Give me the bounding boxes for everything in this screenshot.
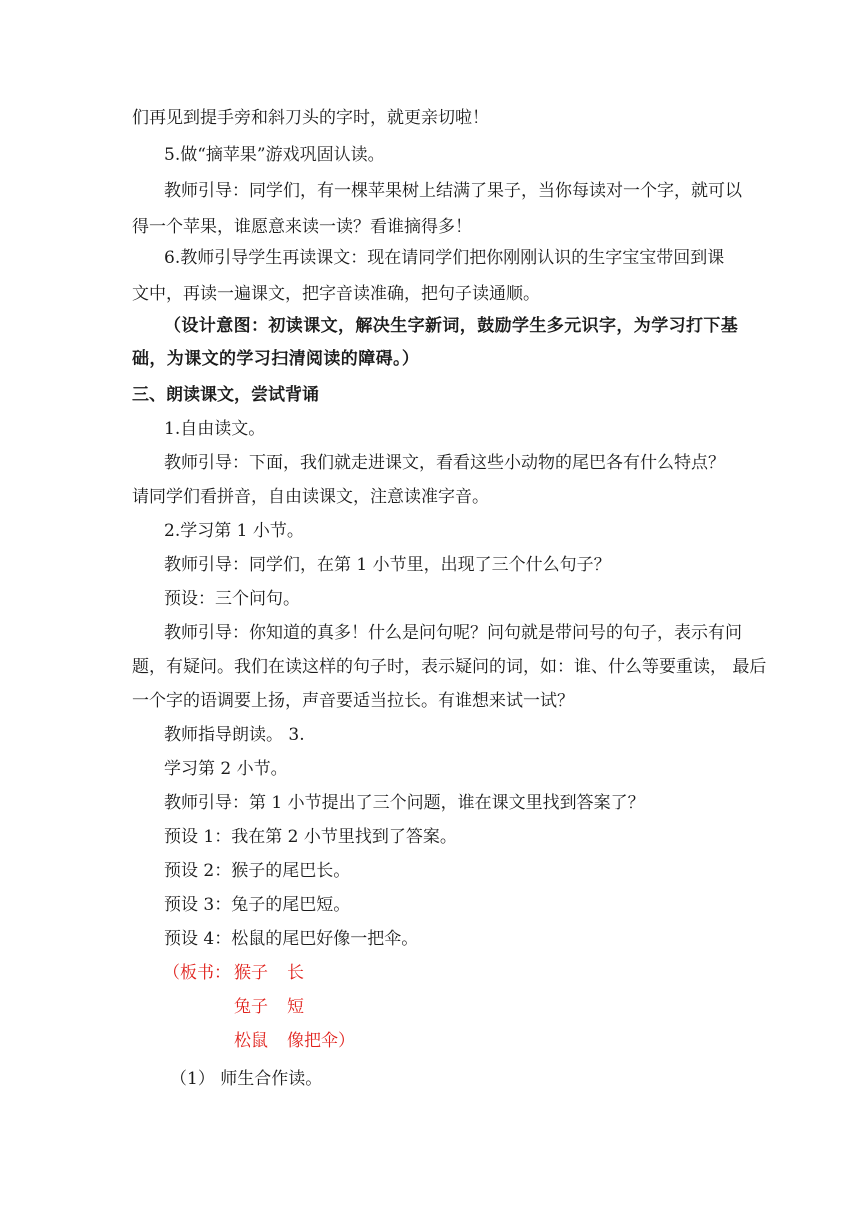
board-trait: 短 (287, 997, 304, 1017)
paragraph-line: 教师引导：同学们，有一棵苹果树上结满了果子，当你每读对一个字，就可以 (164, 181, 742, 201)
paragraph-line: 文中，再读一遍课文，把字音读准确，把句子读通顺。 (132, 284, 540, 304)
paragraph-line: 2.学习第 1 小节。 (164, 521, 304, 541)
paragraph-line: 教师引导：下面，我们就走进课文，看看这些小动物的尾巴各有什么特点？ (164, 453, 725, 473)
design-intent-note: （设计意图：初读课文，解决生字新词，鼓励学生多元识字，为学习打下基 (164, 316, 739, 336)
paragraph-line: 们再见到提手旁和斜刀头的字时，就更亲切啦！ (132, 108, 489, 128)
section-heading: 三、朗读课文，尝试背诵 (132, 385, 319, 405)
paragraph-line: 教师引导：同学们，在第 1 小节里，出现了三个什么句子？ (164, 555, 611, 575)
paragraph-line: 预设 1：我在第 2 小节里找到了答案。 (164, 827, 457, 847)
paragraph-line: 预设 4：松鼠的尾巴好像一把伞。 (164, 929, 419, 949)
board-animal: 兔子 (234, 997, 268, 1017)
paragraph-line: 5.做“摘苹果”游戏巩固认读。 (164, 145, 385, 165)
paragraph-line: （1） 师生合作读。 (170, 1069, 323, 1089)
paragraph-line: 题，有疑问。我们在读这样的句子时，表示疑问的词，如：谁、什么等要重读， 最后 (132, 657, 767, 677)
design-intent-note: 础，为课文的学习扫清阅读的障碍。） (132, 349, 420, 369)
paragraph-line: 预设：三个问句。 (164, 589, 300, 609)
paragraph-line: 6.教师引导学生再读课文：现在请同学们把你刚刚认识的生字宝宝带回到课 (164, 248, 725, 268)
board-animal: 松鼠 (234, 1031, 268, 1051)
paragraph-line: 教师引导：你知道的真多！什么是问句呢？问句就是带问号的句子，表示有问 (164, 623, 742, 643)
board-animal: 猴子 (234, 963, 268, 983)
paragraph-line: 得一个苹果，谁愿意来读一读？看谁摘得多！ (132, 217, 472, 237)
paragraph-line: 一个字的语调要上扬，声音要适当拉长。有谁想来试一试？ (132, 691, 574, 711)
board-trait: 像把伞） (287, 1031, 355, 1051)
paragraph-line: 教师引导：第 1 小节提出了三个问题，谁在课文里找到答案了？ (164, 793, 645, 813)
board-prefix: （板书： (163, 963, 231, 983)
paragraph-line: 预设 3：兔子的尾巴短。 (164, 895, 351, 915)
paragraph-line: 预设 2：猴子的尾巴长。 (164, 861, 351, 881)
paragraph-line: 1.自由读文。 (164, 419, 266, 439)
board-trait: 长 (287, 963, 304, 983)
paragraph-line: 教师指导朗读。 3. (164, 725, 305, 745)
paragraph-line: 请同学们看拼音，自由读课文，注意读准字音。 (132, 487, 489, 507)
paragraph-line: 学习第 2 小节。 (164, 759, 288, 779)
